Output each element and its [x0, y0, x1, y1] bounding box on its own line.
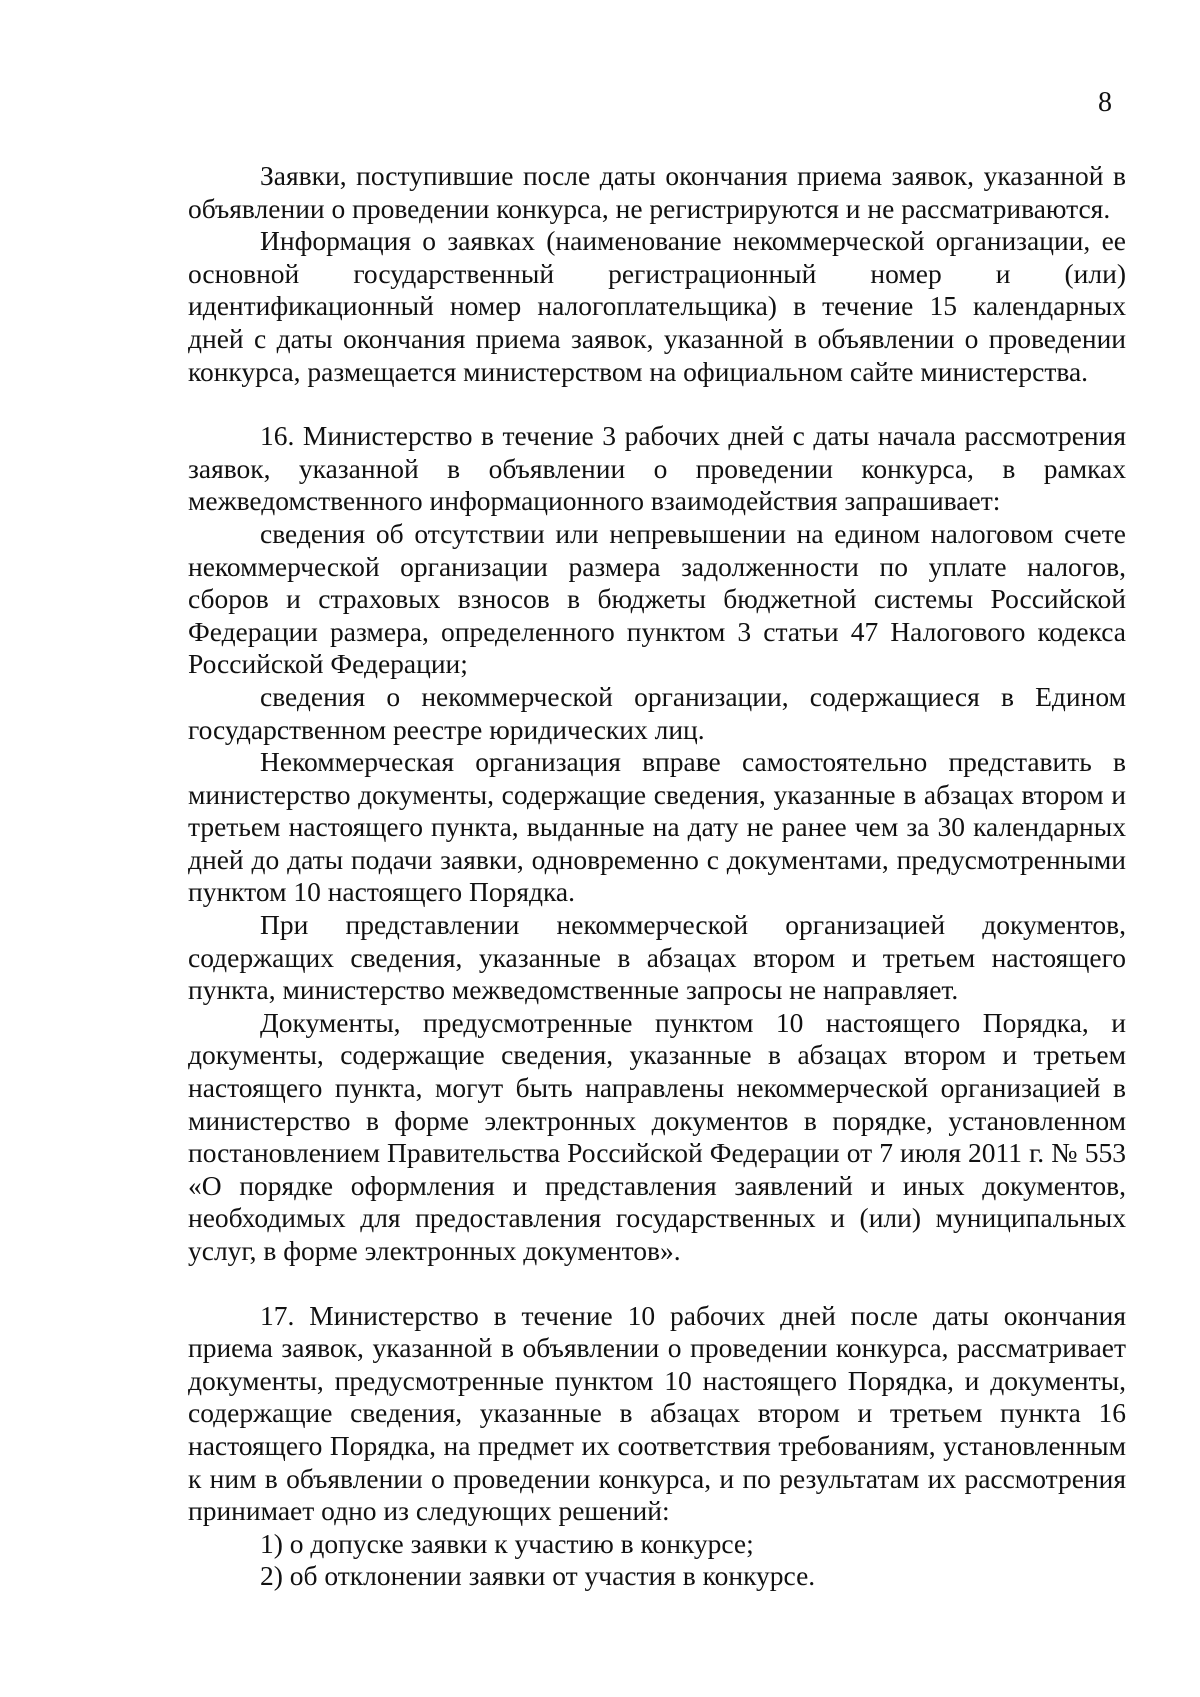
list-item-reject-application: 2) об отклонении заявки от участия в конкурсе.	[260, 1560, 816, 1592]
paragraph-clause-17: 17. Министерство в течение 10 рабочих дней после даты окончания приема заявок, указанной в объявлении о проведении конкурса, рассматривает документы, предусмотренные пунктом 10 настоящего Порядка, и документы, содержащие сведения, указанные в абзацах втором и третьем пункта 16 настоящего Порядка, на предмет их соответствия требованиям, установленным к ним в объявлении о проведении конкурса, и по результатам их рассмотрения принимает одно из следующих решений:	[188, 1299, 1126, 1527]
paragraph-late-applications: Заявки, поступившие после даты окончания приема заявок, указанной в объявлении о проведении конкурса, не регистрируются и не рассматриваются.	[188, 160, 1126, 224]
paragraph-registry-info: сведения о некоммерческой организации, содержащиеся в Едином государственном реестре юридических лиц.	[188, 680, 1126, 745]
paragraph-clause-16: 16. Министерство в течение 3 рабочих дней с даты начала рассмотрения заявок, указанной в объявлении о проведении конкурса, в рамках межведомственного информационного взаимодействия запрашивает:	[188, 420, 1126, 517]
list-item-admit-application: 1) о допуске заявки к участию в конкурсе;	[260, 1527, 754, 1559]
page-number: 8	[1098, 87, 1112, 118]
paragraph-self-submission: Некоммерческая организация вправе самостоятельно представить в министерство документы, содержащие сведения, указанные в абзацах втором и третьем настоящего пункта, выданные на дату не ранее чем за 30 календарных дней до даты подачи заявки, одновременно с документами, предусмотренными пунктом 10 настоящего Порядка.	[188, 746, 1126, 908]
paragraph-tax-debt-info: сведения об отсутствии или непревышении на едином налоговом счете некоммерческой организации размера задолженности по уплате налогов, сборов и страховых взносов в бюджеты бюджетной системы Российской Федерации размера, определенного пунктом 3 статьи 47 Налогового кодекса Российской Федерации;	[188, 517, 1126, 680]
paragraph-electronic-documents: Документы, предусмотренные пунктом 10 настоящего Порядка, и документы, содержащие сведения, указанные в абзацах втором и третьем настоящего пункта, могут быть направлены некоммерческой организацией в министерство в форме электронных документов в порядке, установленном постановлением Правительства Российской Федерации от 7 июля 2011 г. № 553 «О порядке оформления и представления заявлений и иных документов, необходимых для предоставления государственных и (или) муниципальных услуг, в форме электронных документов».	[188, 1006, 1126, 1266]
paragraph-applications-info: Информация о заявках (наименование некоммерческой организации, ее основной государственный регистрационный номер и (или) идентификационный номер налогоплательщика) в течение 15 календарных дней с даты окончания приема заявок, указанной в объявлении о проведении конкурса, размещается министерством на официальном сайте министерства.	[188, 225, 1126, 387]
document-body	[188, 160, 1126, 1593]
paragraph-no-requests: При представлении некоммерческой организацией документов, содержащих сведения, указанные в абзацах втором и третьем настоящего пункта, министерство межведомственные запросы не направляет.	[188, 909, 1126, 1006]
